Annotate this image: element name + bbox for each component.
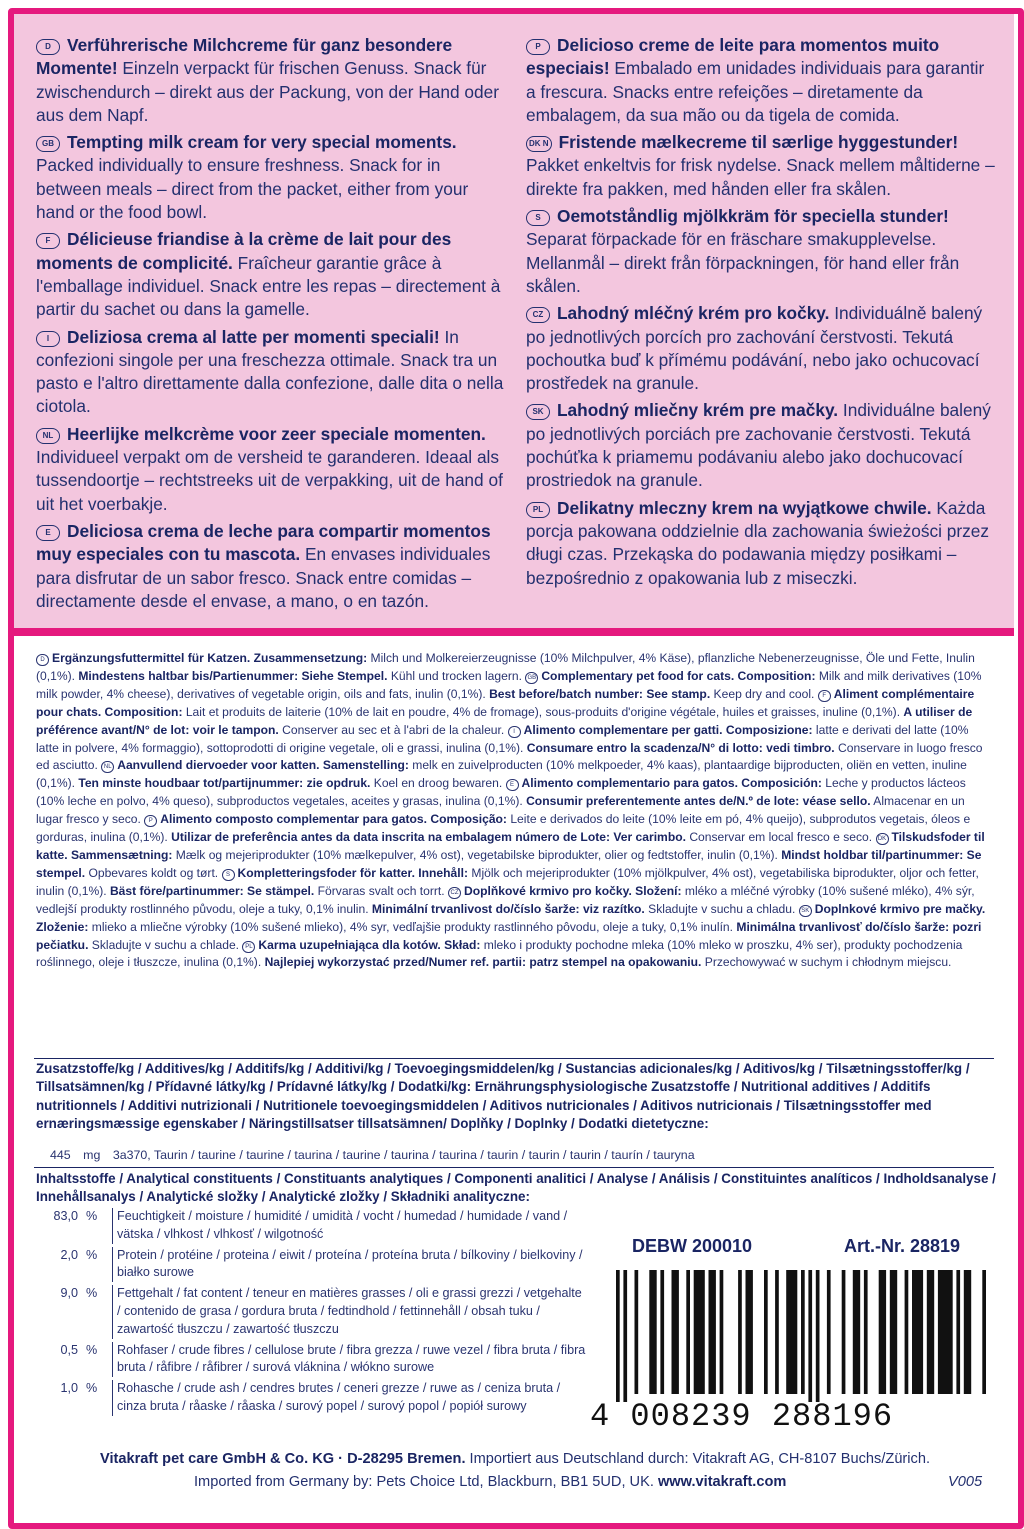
- legal-bold-text: Najlepiej wykorzystać przed/Numer ref. partii: patrz stempel na opakowaniu.: [264, 955, 702, 970]
- barcode-digits: 4 008239 288196: [590, 1398, 894, 1435]
- description-headline: Deliciosa crema de leche para compartir momentos muy especiales con tu mascota.: [36, 520, 491, 565]
- description-body: Individuálne balený po jednotlivých porciách pre zachovanie čerstvosti. Tekutá pochúťka k priamemu podávaniu alebo jako dochucovací prostriedok na granule.: [526, 400, 991, 491]
- barcode-bar: [623, 1270, 627, 1402]
- description-body: Individuálně balený po jednotlivých porcích pro zachování čerstvosti. Tekutá pochoutka buď k přímému podávání, nebo jako ochucovací prostředek na granule.: [526, 303, 983, 394]
- additives-heading: Zusatzstoffe/kg / Additives/kg / Additifs/kg / Additivi/kg / Toevoegingsmiddelen/kg / Sustancias adicionales/kg / Aditivos/kg / Tilsætningsstoffer/kg / Tillsatsämnen/kg / Přídavné látky/kg / Prídavné látky/kg / Dodatki/kg: Ernährungsphysiologische Zusatzstoffe / Nutritional additives / Additifs nutritionnels / Additivi nutrizionali / Nutritionele toevoegingsmiddelen / Aditivos nutricionales / Aditivos nutricionais / Tilsætningsstoffer med ernæringsmæssige egenskaber / Näringstillsatser tillsatsämnen/ Doplňky / Doplnky / Dodatki dietetyczne:: [36, 1061, 970, 1132]
- barcode-bar: [672, 1270, 679, 1394]
- language-flag-icon: PL: [242, 941, 255, 953]
- barcode-bar: [746, 1270, 753, 1394]
- barcode-bar: [786, 1270, 797, 1394]
- barcode-bar: [912, 1270, 923, 1394]
- legal-text: Förvaras svalt och torrt.: [314, 883, 449, 898]
- description-paragraph: [526, 34, 996, 127]
- description-headline: Heerlijke melkcrème voor zeer speciale momenten.: [67, 423, 486, 444]
- description-body: En envases individuales para disfrutar de un sabor fresco. Snack entre comidas – directamente desde el envase, a mano, o en tazón.: [36, 544, 491, 611]
- barcode-bar: [738, 1270, 742, 1394]
- legal-bold-text: Doplňkové krmivo pro kočky. Složení:: [464, 883, 682, 898]
- legal-bold-text: Alimento composto complementar para gatos. Composição:: [160, 812, 507, 827]
- barcode-bar: [660, 1270, 664, 1394]
- legal-text: melk en zuivelproducten (10% melkpoeder, 4% kaas), plantaardige bijproducten, oliën en vetten, inuline (0,1%).: [36, 758, 967, 791]
- description-headline: Fristende mælkecreme til særlige hyggestunder!: [558, 132, 959, 153]
- barcode-bar: [879, 1270, 886, 1394]
- descriptions-right-column: [526, 34, 996, 594]
- language-flag-icon: NL: [36, 428, 60, 444]
- language-flag-icon: SK: [799, 905, 812, 917]
- language-flag-icon: D: [36, 654, 49, 666]
- importer-uk: Imported from Germany by: Pets Choice Ltd, Blackburn, BB1 5UD, UK.: [194, 1474, 658, 1490]
- barcode-bar: [956, 1270, 960, 1394]
- legal-text: mlieko a mliečne výrobky (10% sušené mlieko), 4% syr, vedľajšie produkty rastlinného pôvodu, oleje a tuky, 0,1% inulín.: [88, 919, 737, 934]
- language-flag-icon: I: [508, 726, 521, 738]
- language-flag-icon: I: [36, 331, 60, 347]
- legal-bold-text: Ten minste houdbaar tot/partijnummer: zie opdruk.: [78, 776, 371, 791]
- legal-text: Opbevares koldt og tørt.: [85, 865, 222, 880]
- legal-text: Conservar em local fresco e seco.: [685, 830, 876, 845]
- barcode-bar: [720, 1270, 724, 1394]
- description-body: Fraîcheur garantie grâce à l'emballage individuel. Snack entre les repas – directement à partir du sachet ou dans la gamelle.: [36, 252, 501, 320]
- analytical-label: Rohasche / crude ash / cendres brutes / ceneri grezze / ruwe as / ceniza bruta / cinza bruta / råaske / råaska / surový popel / surový popol / popiół surowy: [112, 1380, 587, 1416]
- additive-amount: 445: [50, 1148, 71, 1162]
- description-paragraph: [36, 34, 506, 127]
- language-flag-icon: F: [36, 233, 60, 249]
- analytical-value: 2,0: [60, 1247, 78, 1262]
- analytical-label: Fettgehalt / fat content / teneur en matières grasses / oli e grassi grezzi / vetgehalte / contenido de grasa / gordura bruta / fedtindhold / fettinnehåll / obsah tuku / zawartość tłuszczu / zawartość tłuszczu: [112, 1285, 587, 1338]
- analytical-row: [36, 1208, 596, 1244]
- description-headline: Delicioso creme de leite para momentos muito especiais!: [526, 35, 940, 79]
- language-flag-icon: SK: [526, 404, 550, 420]
- legal-bold-text: Mindst holdbar til/partinummer: Se stempel.: [36, 847, 982, 880]
- legal-text: mleko i produkty pochodne mleka (10% mleko w proszku, 4% ser), produkty pochodzenia roślinnego, oleje i tłuszcze, inulina (0,1%).: [36, 937, 963, 970]
- analytical-unit: %: [86, 1381, 98, 1396]
- analytical-unit: %: [86, 1247, 98, 1262]
- legal-text: Kühl und trocken lagern.: [387, 668, 526, 683]
- legal-text: Mjölk och mejeriprodukter (10% mjölkpulver, 4% ost), vegetabiliska biprodukter, oljor och fetter, inulin (0,1%).: [36, 865, 979, 898]
- legal-text: Keep dry and cool.: [710, 686, 818, 701]
- legal-bold-text: A utiliser de préférence avant/N° de lot: voir le tampon.: [36, 704, 973, 737]
- description-body: Każda porcja pakowana oddzielnie dla zachowania świeżości przez długi czas. Przekąska do podawania między posiłkami – bezpośrednio z opakowania lub z miseczki.: [526, 497, 990, 588]
- language-flag-icon: P: [144, 815, 157, 827]
- analytical-unit: %: [86, 1209, 98, 1223]
- description-body: In confezioni singole per una freschezza ottimale. Snack tra un pasto e l'altro direttamente dalla confezione, dalle dita o nella ciotola.: [36, 326, 504, 417]
- legal-bold-text: Aliment complémentaire pour chats. Composition:: [36, 686, 975, 719]
- description-body: Separat förpackade för en fräschare smakupplevelse. Mellanmål – direkt från förpackningen, för hand eller från skålen.: [526, 229, 960, 296]
- analytical-label: Rohfaser / crude fibres / cellulose brute / fibra grezza / ruwe vezel / fibra bruta / fibra bruta / råfibre / råfibrer / surová vláknina / włókno surowe: [112, 1342, 587, 1378]
- language-flag-icon: CZ: [526, 307, 550, 323]
- barcode-bar: [864, 1270, 868, 1394]
- analytical-row: [36, 1285, 596, 1338]
- description-paragraph: [36, 520, 506, 613]
- language-flag-icon: GB: [36, 136, 60, 152]
- additive-name: 3a370, Taurin / taurine / taurine / taurina / taurine / taurina / taurina / taurin / taurin / taurin / taurín / tauryna: [112, 1148, 695, 1162]
- analytical-value: 9,0: [60, 1286, 78, 1301]
- analytical-row: [36, 1380, 596, 1416]
- analytical-value: 83,0: [53, 1209, 78, 1223]
- description-headline: Deliziosa crema al latte per momenti speciali!: [67, 326, 440, 347]
- section-rule: [34, 1167, 994, 1168]
- legal-text: Conserver au sec et à l'abri de la chaleur.: [278, 722, 508, 737]
- descriptions-left-column: [36, 34, 506, 617]
- barcode-bar: [775, 1270, 779, 1394]
- description-body: Individueel verpakt om de versheid te garanderen. Ideaal als tussendoortje – rechtstreeks uit de verpakking, uit de hand of uit het voerbakje.: [36, 447, 503, 514]
- language-flag-icon: NL: [101, 761, 114, 773]
- importer-ch: Importiert aus Deutschland durch: Vitakraft AG, CH-8107 Buchs/Zürich.: [465, 1451, 931, 1467]
- analytical-row: [36, 1247, 596, 1283]
- manufacturer-name: Vitakraft pet care GmbH & Co. KG · D-28295 Bremen.: [100, 1451, 466, 1467]
- analytical-unit: %: [86, 1342, 98, 1357]
- additive-line: [50, 1148, 704, 1162]
- barcode-bar: [694, 1270, 705, 1394]
- barcode-bar: [686, 1270, 690, 1394]
- barcode-bar: [853, 1270, 860, 1394]
- pink-divider: [14, 628, 1014, 636]
- description-paragraph: [36, 228, 506, 321]
- description-body: Einzeln verpackt für frischen Genuss. Snack für zwischendurch – direkt aus der Packung, von der Hand oder aus dem Napf.: [36, 58, 500, 125]
- language-flag-icon: S: [222, 869, 235, 881]
- legal-bold-text: Best before/batch number: See stamp.: [489, 686, 711, 701]
- legal-bold-text: Alimento complementario para gatos. Composición:: [521, 776, 822, 791]
- importer-line: [194, 1474, 786, 1490]
- legal-bold-text: Doplnkové krmivo pre mačky. Zloženie:: [36, 901, 986, 934]
- legal-bold-text: Mindestens haltbar bis/Partienummer: Siehe Stempel.: [78, 668, 388, 683]
- legal-text: mléko a mléčné výrobky (10% sušené mléko), 4% sýr, vedlejší produkty rostlinného původu, oleje a tuky, 0,1% inulin.: [36, 883, 975, 916]
- legal-bold-text: Karma uzupełniająca dla kotów. Skład:: [258, 937, 481, 952]
- language-flag-icon: E: [506, 779, 519, 791]
- description-body: Pakket enkeltvis for frisk nydelse. Snack mellem måltiderne – direkte fra pakken, med hånden eller fra skålen.: [526, 155, 995, 199]
- legal-bold-text: Consumir preferentemente antes de/N.º de lote: véase sello.: [526, 794, 871, 809]
- legal-text: Skladujte v suchu a chladu.: [644, 901, 799, 916]
- description-paragraph: [526, 497, 996, 590]
- legal-text: Skladujte v suchu a chlade.: [88, 937, 243, 952]
- legal-text: Leite e derivados do leite (10% leite em pó, 4% queijo), subprodutos vegetais, óleos e gorduras, inulina (0,1%).: [36, 812, 971, 845]
- legal-bold-text: Utilizar de preferência antes da data inscrita na embalagem número de Lote: Ver carimbo.: [171, 830, 686, 845]
- language-flag-icon: P: [526, 39, 550, 55]
- description-headline: Délicieuse friandise à la crème de lait pour des moments de complicité.: [36, 229, 452, 273]
- description-headline: Lahodný mliečny krém pre mačky.: [557, 400, 839, 421]
- manufacturer-line: [100, 1451, 930, 1467]
- barcode-bar: [635, 1270, 639, 1394]
- language-flag-icon: F: [818, 690, 831, 702]
- language-flag-icon: DK N: [526, 136, 552, 152]
- legal-text: Mælk og mejeriprodukter (10% mælkepulver, 4% ost), vegetabilske biprodukter, olier og fedtstoffer, inulin (0,1%).: [172, 847, 782, 862]
- description-body: Packed individually to ensure freshness. Snack for in between meals – direct from the packet, either from your hand or the food bowl.: [36, 155, 469, 223]
- description-headline: Lahodný mléčný krém pro kočky.: [557, 303, 830, 324]
- legal-text: Milk and milk derivatives (10% milk powder, 4% cheese), derivatives of vegetable origin, oils and fats, inulin (0,1%).: [36, 668, 982, 701]
- barcode-bar: [616, 1270, 620, 1402]
- description-paragraph: [526, 399, 996, 492]
- analytical-label: Feuchtigkeit / moisture / humidité / umidità / vocht / humedad / humidade / vand / vätska / vlhkost / vlhkosť / wilgotność: [112, 1208, 587, 1244]
- barcode-bar: [649, 1270, 656, 1394]
- barcode-bar: [982, 1270, 986, 1394]
- website-link[interactable]: www.vitakraft.com: [657, 1474, 787, 1490]
- barcode: [608, 1266, 988, 1406]
- barcode-bar: [890, 1270, 897, 1394]
- additive-unit: mg: [83, 1148, 101, 1162]
- description-headline: Oemotståndlig mjölkkräm för speciella stunder!: [557, 206, 949, 227]
- description-headline: Tempting milk cream for very special moments.: [67, 132, 457, 153]
- legal-text: Przechowywać w suchym i chłodnym miejscu.: [701, 955, 952, 970]
- analytical-label: Protein / protéine / proteina / eiwit / proteína / proteína bruta / bílkoviny / bielkoviny / białko surowe: [112, 1247, 587, 1283]
- section-rule: [34, 1058, 994, 1059]
- legal-text: Koel en droog bewaren.: [370, 776, 506, 791]
- legal-bold-text: Bäst före/partinummer: Se stämpel.: [109, 883, 315, 898]
- legal-text: latte e derivati del latte (10% latte in polvere, 4% formaggio), sottoprodotti di origine vegetale, oli e grassi, inulina (0,1%).: [36, 722, 969, 755]
- barcode-bar: [827, 1270, 831, 1394]
- analytical-value: 0,5: [60, 1342, 78, 1357]
- legal-bold-text: Kompletteringsfoder för katter. Innehåll:: [237, 865, 469, 880]
- analytical-unit: %: [86, 1286, 98, 1301]
- language-flag-icon: PL: [526, 502, 550, 518]
- barcode-bar: [801, 1270, 805, 1394]
- description-body: Embalado em unidades individuais para garantir a frescura. Snacks entre refeições – diretamente da embalagem, da sua mão ou da tigela de comida.: [526, 58, 985, 125]
- legal-bold-text: Minimální trvanlivost do/číslo šarže: viz razítko.: [371, 901, 645, 916]
- description-paragraph: [36, 131, 506, 224]
- analytical-row: [36, 1342, 596, 1378]
- barcode-bar: [905, 1270, 909, 1394]
- language-flag-icon: CZ: [448, 887, 461, 899]
- legal-composition-text: [36, 650, 994, 972]
- legal-bold-text: Tilskudsfoder til katte. Sammensætning:: [36, 830, 985, 862]
- article-number: Art.-Nr. 28819: [844, 1236, 961, 1256]
- language-flag-icon: D: [36, 39, 60, 55]
- legal-text: Almacenar en un lugar fresco y seco.: [36, 794, 965, 827]
- barcode-bar: [842, 1270, 846, 1394]
- analytical-heading: Inhaltsstoffe / Analytical constituents / Constituants analytiques / Componenti analitici / Analyse / Análisis / Constituintes analíticos / Indholdsanalyse / Innehållsanalys / Analytické složky / Analytické zložky / Składniki analityczne:: [36, 1171, 996, 1205]
- legal-bold-text: Ergänzungsfuttermittel für Katzen. Zusammensetzung:: [52, 651, 368, 665]
- description-paragraph: [36, 326, 506, 419]
- language-flag-icon: E: [36, 525, 60, 541]
- debw-number: DEBW 200010: [632, 1236, 753, 1256]
- legal-bold-text: Aanvullend diervoeder voor katten. Samenstelling:: [117, 758, 409, 773]
- description-headline: Verführerische Milchcreme für ganz besondere Momente!: [36, 35, 453, 79]
- analytical-value: 1,0: [60, 1381, 78, 1396]
- barcode-bar: [709, 1270, 716, 1394]
- legal-bold-text: Complementary pet food for cats. Composition:: [541, 668, 816, 683]
- description-paragraph: [36, 423, 506, 516]
- description-headline: Delikatny mleczny krem na wyjątkowe chwile.: [557, 497, 932, 518]
- barcode-bar: [816, 1270, 820, 1402]
- description-paragraph: [526, 205, 996, 298]
- barcode-bar: [964, 1270, 971, 1394]
- legal-text: Conservare in luogo fresco ed asciutto.: [36, 740, 983, 773]
- language-flag-icon: GB: [525, 672, 538, 684]
- language-flag-icon: DK: [876, 833, 889, 845]
- legal-bold-text: Alimento complementare per gatti. Composizione:: [523, 722, 813, 737]
- language-flag-icon: S: [526, 210, 550, 226]
- legal-bold-text: Minimálna trvanlivosť do/číslo šarže: pozri pečiatku.: [36, 919, 982, 952]
- legal-text: Leche y productos lácteos (10% leche en polvo, 4% queso), subproductos vegetales, aceites y grasas, inulina (0,1%).: [36, 776, 966, 809]
- legal-text: Lait et produits de laiterie (10% de lait en poudre, 4% de fromage), sous-produits d'origine végétale, huiles et graisses, inuline (0,1%).: [182, 704, 904, 719]
- barcode-bar: [938, 1270, 953, 1394]
- analytical-table: [36, 1208, 596, 1419]
- barcode-bar: [808, 1270, 812, 1402]
- legal-bold-text: Consumare entro la scadenza/N° di lotto: vedi timbro.: [526, 740, 835, 755]
- description-paragraph: [526, 131, 996, 201]
- legal-text: Milch und Molkereierzeugnisse (10% Milchpulver, 4% Käse), pflanzliche Nebenerzeugnisse, Öle und Fette, Inulin (0,1%).: [36, 651, 975, 683]
- description-paragraph: [526, 302, 996, 395]
- barcode-bar: [764, 1270, 768, 1394]
- version-code: V005: [948, 1474, 983, 1490]
- barcode-bar: [927, 1270, 934, 1394]
